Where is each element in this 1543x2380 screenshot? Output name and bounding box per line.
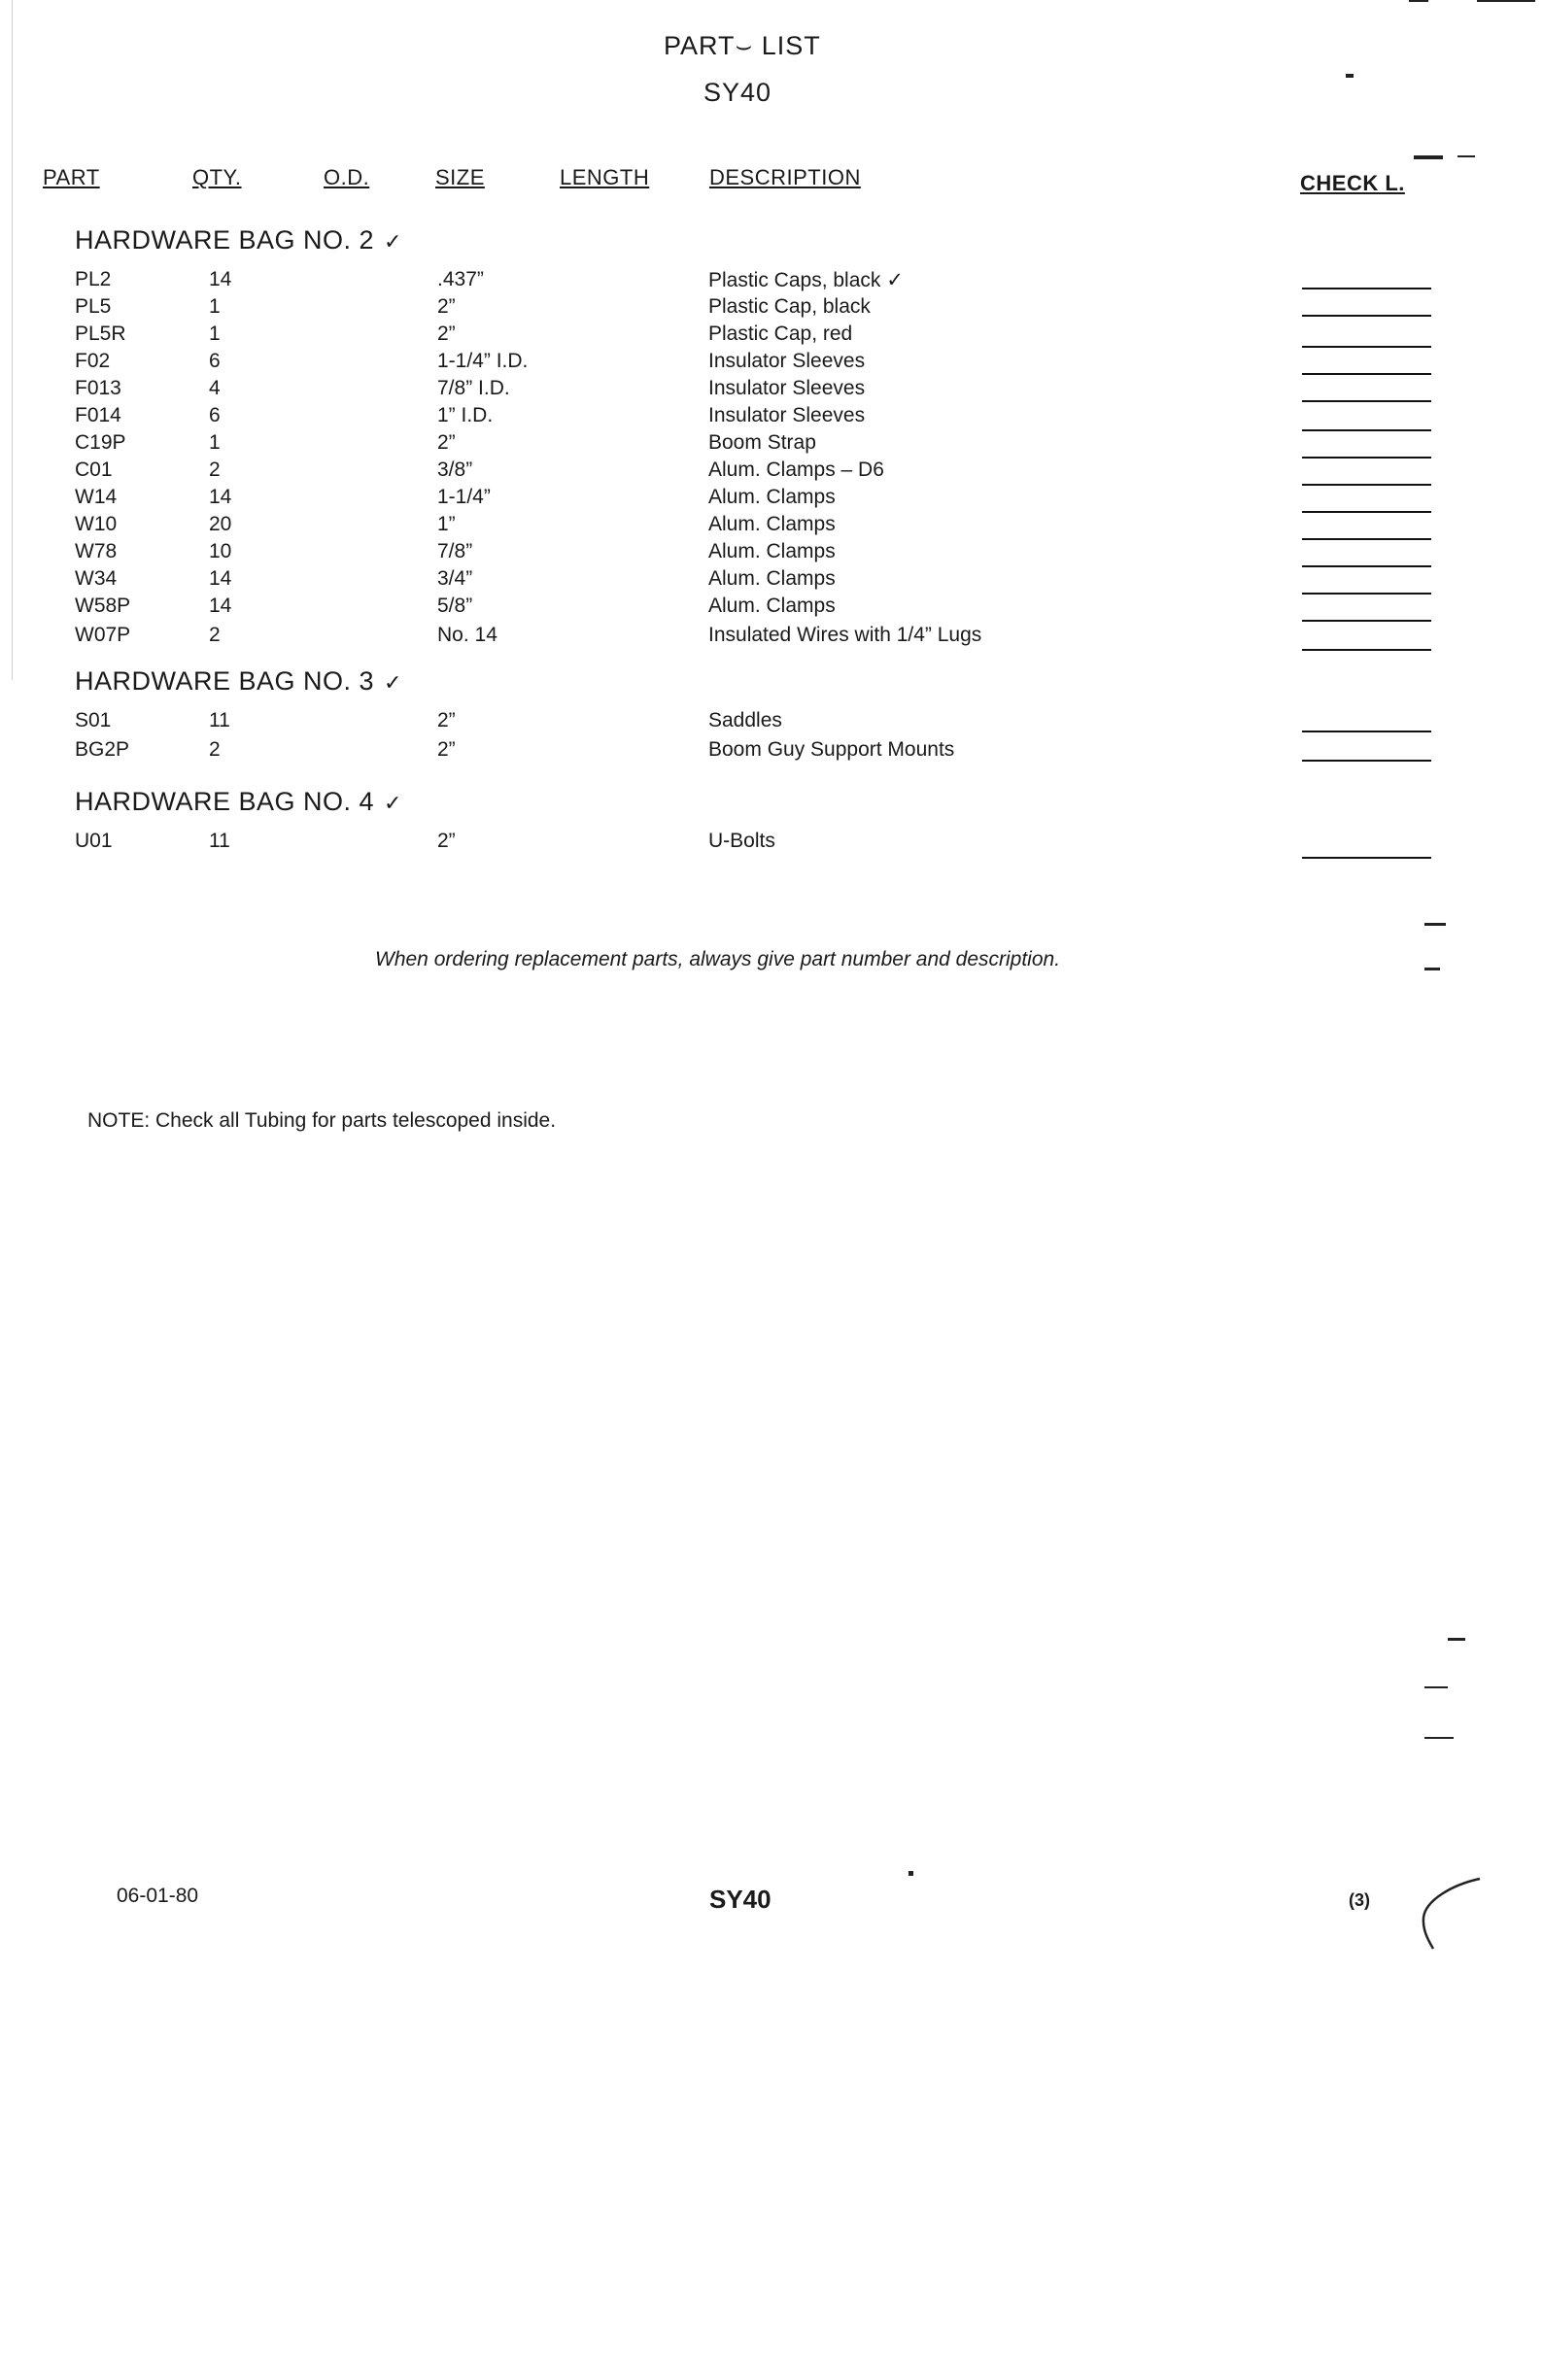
ordering-note: When ordering replacement parts, always give part number and description. bbox=[375, 948, 1061, 970]
part-number: PL2 bbox=[75, 268, 112, 290]
tubing-note: NOTE: Check all Tubing for parts telescoped inside. bbox=[87, 1109, 557, 1132]
size: No. 14 bbox=[437, 624, 497, 646]
size: 5/8” bbox=[437, 595, 473, 617]
quantity: 6 bbox=[209, 404, 221, 426]
size: 2” bbox=[437, 323, 456, 345]
check-mark-icon: ✓ bbox=[384, 791, 402, 815]
table-row bbox=[0, 595, 1543, 622]
section-title-text: HARDWARE BAG NO. 3 bbox=[75, 666, 375, 696]
check-line bbox=[1302, 346, 1431, 348]
check-line bbox=[1302, 373, 1431, 375]
description: Plastic Caps, black ✓ bbox=[708, 269, 904, 291]
quantity: 11 bbox=[209, 830, 230, 852]
part-number: F014 bbox=[75, 404, 121, 426]
column-header-part: PART bbox=[43, 165, 100, 189]
check-line bbox=[1302, 288, 1431, 289]
check-mark-icon: ✓ bbox=[384, 229, 402, 254]
description: Boom Strap bbox=[708, 431, 816, 454]
check-line bbox=[1302, 400, 1431, 402]
scan-artifact bbox=[1424, 1737, 1454, 1739]
scan-artifact bbox=[1414, 155, 1443, 159]
quantity: 14 bbox=[209, 486, 232, 508]
table-row bbox=[0, 567, 1543, 595]
description: Alum. Clamps bbox=[708, 540, 836, 562]
part-number: C19P bbox=[75, 431, 126, 454]
description: Alum. Clamps bbox=[708, 595, 836, 617]
description: Plastic Cap, red bbox=[708, 323, 853, 345]
check-mark-icon: ✓ bbox=[384, 670, 402, 695]
footer-date: 06-01-80 bbox=[117, 1885, 199, 1907]
size: 1-1/4” I.D. bbox=[437, 350, 529, 372]
table-row bbox=[0, 486, 1543, 513]
quantity: 11 bbox=[209, 709, 230, 731]
description: Alum. Clamps bbox=[708, 567, 836, 590]
size: 2” bbox=[437, 709, 456, 731]
table-row bbox=[0, 295, 1543, 323]
check-line bbox=[1302, 457, 1431, 459]
section-title-text: HARDWARE BAG NO. 2 bbox=[75, 225, 375, 255]
scan-artifact bbox=[1424, 968, 1440, 970]
check-line bbox=[1302, 593, 1431, 595]
size: .437” bbox=[437, 268, 484, 290]
description: Plastic Cap, black bbox=[708, 295, 871, 318]
part-number: W10 bbox=[75, 513, 118, 535]
quantity: 14 bbox=[209, 268, 232, 290]
part-number: PL5 bbox=[75, 295, 112, 318]
footer-model: SY40 bbox=[709, 1885, 772, 1914]
description: Alum. Clamps bbox=[708, 513, 836, 535]
quantity: 2 bbox=[209, 459, 221, 481]
scan-artifact bbox=[1457, 155, 1475, 157]
part-number: C01 bbox=[75, 459, 113, 481]
table-row bbox=[0, 513, 1543, 540]
check-line bbox=[1302, 649, 1431, 651]
description: Insulator Sleeves bbox=[708, 350, 866, 372]
scan-artifact bbox=[1477, 0, 1535, 2]
check-line bbox=[1302, 429, 1431, 431]
check-line bbox=[1302, 620, 1431, 622]
quantity: 6 bbox=[209, 350, 221, 372]
part-number: W07P bbox=[75, 624, 131, 646]
part-number: W58P bbox=[75, 595, 131, 617]
part-number: W34 bbox=[75, 567, 118, 590]
size: 1” I.D. bbox=[437, 404, 494, 426]
size: 1” bbox=[437, 513, 456, 535]
quantity: 2 bbox=[209, 624, 221, 646]
section-title-text: HARDWARE BAG NO. 4 bbox=[75, 787, 375, 816]
column-header-check-list: CHECK L. bbox=[1300, 171, 1405, 195]
column-header-od: O.D. bbox=[324, 165, 370, 189]
scan-artifact bbox=[909, 1871, 913, 1876]
table-row bbox=[0, 540, 1543, 567]
description: Saddles bbox=[708, 709, 782, 731]
section-title-bag-3 bbox=[75, 666, 402, 697]
part-number: W14 bbox=[75, 486, 118, 508]
quantity: 1 bbox=[209, 295, 221, 318]
description: U-Bolts bbox=[708, 830, 775, 852]
part-number: PL5R bbox=[75, 323, 126, 345]
part-number: U01 bbox=[75, 830, 113, 852]
quantity: 10 bbox=[209, 540, 232, 562]
table-row bbox=[0, 459, 1543, 486]
column-header-size: SIZE bbox=[435, 165, 485, 189]
check-line bbox=[1302, 315, 1431, 317]
scan-artifact bbox=[1448, 1638, 1465, 1641]
column-header-qty: QTY. bbox=[192, 165, 242, 189]
table-row bbox=[0, 830, 1543, 857]
table-row bbox=[0, 624, 1543, 651]
description: Insulator Sleeves bbox=[708, 404, 866, 426]
size: 3/4” bbox=[437, 567, 473, 590]
size: 3/8” bbox=[437, 459, 473, 481]
scan-artifact bbox=[1424, 923, 1446, 926]
scan-artifact bbox=[1409, 0, 1428, 2]
description: Alum. Clamps bbox=[708, 486, 836, 508]
check-line bbox=[1302, 538, 1431, 540]
description: Alum. Clamps – D6 bbox=[708, 459, 884, 481]
size: 2” bbox=[437, 830, 456, 852]
quantity: 20 bbox=[209, 513, 232, 535]
part-number: BG2P bbox=[75, 738, 130, 761]
section-title-bag-2 bbox=[75, 225, 402, 255]
page-title: PART⌣ LIST bbox=[664, 31, 821, 60]
check-line bbox=[1302, 857, 1431, 859]
page-model: SY40 bbox=[703, 78, 772, 107]
section-title-bag-4 bbox=[75, 787, 402, 817]
quantity: 14 bbox=[209, 595, 232, 617]
size: 2” bbox=[437, 295, 456, 318]
page-number: (3) bbox=[1349, 1890, 1370, 1910]
table-row bbox=[0, 404, 1543, 431]
part-number: S01 bbox=[75, 709, 112, 731]
scan-artifact bbox=[1424, 1686, 1448, 1688]
description: Boom Guy Support Mounts bbox=[708, 738, 955, 761]
size: 2” bbox=[437, 738, 456, 761]
size: 7/8” bbox=[437, 540, 473, 562]
part-number: W78 bbox=[75, 540, 118, 562]
check-line bbox=[1302, 484, 1431, 486]
quantity: 14 bbox=[209, 567, 232, 590]
quantity: 2 bbox=[209, 738, 221, 761]
column-header-length: LENGTH bbox=[560, 165, 650, 189]
size: 2” bbox=[437, 431, 456, 454]
description: Insulator Sleeves bbox=[708, 377, 866, 399]
scan-curve-artifact bbox=[1414, 1875, 1482, 1953]
part-number: F013 bbox=[75, 377, 121, 399]
table-row bbox=[0, 431, 1543, 459]
check-line bbox=[1302, 511, 1431, 513]
check-line bbox=[1302, 731, 1431, 732]
size: 7/8” I.D. bbox=[437, 377, 510, 399]
scan-artifact bbox=[1346, 74, 1354, 78]
check-line bbox=[1302, 760, 1431, 762]
quantity: 1 bbox=[209, 431, 221, 454]
part-number: F02 bbox=[75, 350, 111, 372]
table-row bbox=[0, 268, 1543, 295]
description: Insulated Wires with 1/4” Lugs bbox=[708, 624, 982, 646]
size: 1-1/4” bbox=[437, 486, 491, 508]
column-header-description: DESCRIPTION bbox=[709, 165, 861, 189]
quantity: 1 bbox=[209, 323, 221, 345]
check-line bbox=[1302, 565, 1431, 567]
quantity: 4 bbox=[209, 377, 221, 399]
